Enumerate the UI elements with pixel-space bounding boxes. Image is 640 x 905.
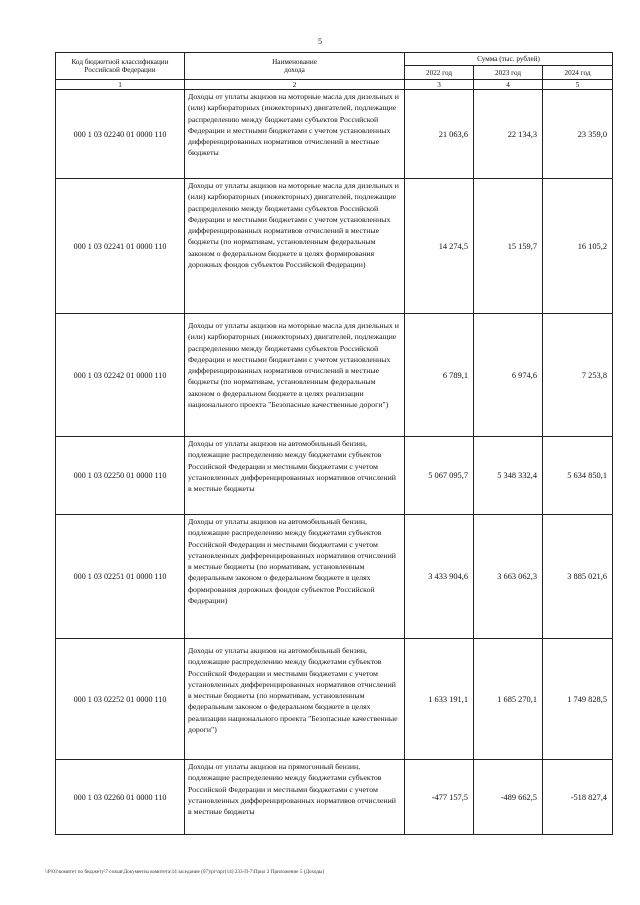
revenue-name: Доходы от уплаты акцизов на моторные масла для дизельных и (или) карбюраторных (инжекторных) двигателей, подлежащие распределению между бюджетами субъектов Российской Федерации и местными бюджетами с учетом установленных дифференцированных нормативов отчислений в местные бюджеты (по нормативам, установленным федеральным законом о федеральном бюджете в целях формирования дорожных фондов субъектов Российской Федерации) <box>185 179 405 314</box>
table-row <box>56 515 613 639</box>
table-row <box>56 437 613 515</box>
table-row <box>56 760 613 835</box>
column-number: 3 <box>405 80 474 90</box>
amount-2023: 15 159,7 <box>474 179 543 314</box>
amount-2023: 22 134,3 <box>474 90 543 179</box>
amount-2024: 23 359,0 <box>543 90 613 179</box>
column-number: 2 <box>185 80 405 90</box>
column-number: 5 <box>543 80 613 90</box>
amount-2024: 5 634 850,1 <box>543 437 613 515</box>
amount-2022: 14 274,5 <box>405 179 474 314</box>
header-year-2022: 2022 год <box>405 66 474 80</box>
amount-2024: 1 749 828,5 <box>543 639 613 760</box>
revenue-name: Доходы от уплаты акцизов на моторные масла для дизельных и (или) карбюраторных (инжекторных) двигателей, подлежащие распределению между бюджетами субъектов Российской Федерации и местными бюджетами с учетом установленных дифференцированных нормативов отчислений в местные бюджеты <box>185 90 405 179</box>
budget-code: 000 1 03 02242 01 0000 110 <box>56 314 185 437</box>
amount-2022: 1 633 191,1 <box>405 639 474 760</box>
column-number: 4 <box>474 80 543 90</box>
budget-code: 000 1 03 02250 01 0000 110 <box>56 437 185 515</box>
table-row <box>56 90 613 179</box>
amount-2024: -518 827,4 <box>543 760 613 835</box>
table-row <box>56 639 613 760</box>
file-path-footer: \\P\01\комитет по бюджету\7 созыв\Документы комитета\14 заседание (07)\рг\прг(14) 233-П-7\Прил 2 Приложение 5 (Доходы) <box>45 869 325 875</box>
table-row <box>56 314 613 437</box>
amount-2024: 3 885 021,6 <box>543 515 613 639</box>
amount-2023: 6 974,6 <box>474 314 543 437</box>
header-name-line2: дохода <box>284 66 305 74</box>
header-year-2024: 2024 год <box>543 66 613 80</box>
amount-2024: 16 105,2 <box>543 179 613 314</box>
page-number: 5 <box>318 37 322 46</box>
header-name <box>185 53 405 80</box>
amount-2022: 6 789,1 <box>405 314 474 437</box>
amount-2023: 3 663 062,3 <box>474 515 543 639</box>
amount-2022: 5 067 095,7 <box>405 437 474 515</box>
revenue-name: Доходы от уплаты акцизов на моторные масла для дизельных и (или) карбюраторных (инжекторных) двигателей, подлежащие распределению между бюджетами субъектов Российской Федерации и местными бюджетами с учетом установленных дифференцированных нормативов отчислений в местные бюджеты (по нормативам, установленным федеральным законом о федеральном бюджете в целях реализации национального проекта "Безопасные качественные дороги") <box>185 314 405 437</box>
header-code: Код бюджетной классификации Российской Федерации <box>56 53 185 80</box>
amount-2022: 3 433 904,6 <box>405 515 474 639</box>
column-number: 1 <box>56 80 185 90</box>
header-name-line1: Наименование <box>272 57 317 66</box>
revenue-name: Доходы от уплаты акцизов на автомобильный бензин, подлежащие распределению между бюджетами субъектов Российской Федерации и местными бюджетами с учетом установленных дифференцированных нормативов отчислений в местные бюджеты <box>185 437 405 515</box>
amount-2022: -477 157,5 <box>405 760 474 835</box>
amount-2023: -489 662,5 <box>474 760 543 835</box>
revenue-table <box>55 52 613 835</box>
header-sum: Сумма (тыс. рублей) <box>405 53 613 66</box>
revenue-name: Доходы от уплаты акцизов на прямогонный бензин, подлежащие распределению между бюджетами субъектов Российской Федерации и местными бюджетами с учетом установленных дифференцированных нормативов отчислений в местные бюджеты <box>185 760 405 835</box>
amount-2023: 5 348 332,4 <box>474 437 543 515</box>
budget-code: 000 1 03 02251 01 0000 110 <box>56 515 185 639</box>
budget-code: 000 1 03 02241 01 0000 110 <box>56 179 185 314</box>
budget-code: 000 1 03 02252 01 0000 110 <box>56 639 185 760</box>
budget-code: 000 1 03 02240 01 0000 110 <box>56 90 185 179</box>
amount-2024: 7 253,8 <box>543 314 613 437</box>
table-row <box>56 179 613 314</box>
header-year-2023: 2023 год <box>474 66 543 80</box>
revenue-name: Доходы от уплаты акцизов на автомобильный бензин, подлежащие распределению между бюджетами субъектов Российской Федерации и местными бюджетами с учетом установленных дифференцированных нормативов отчислений в местные бюджеты (по нормативам, установленным федеральным законом о федеральном бюджете в целях реализации национального проекта "Безопасные качественные дороги") <box>185 639 405 760</box>
amount-2022: 21 063,6 <box>405 90 474 179</box>
amount-2023: 1 685 270,1 <box>474 639 543 760</box>
budget-code: 000 1 03 02260 01 0000 110 <box>56 760 185 835</box>
revenue-name: Доходы от уплаты акцизов на автомобильный бензин, подлежащие распределению между бюджетами субъектов Российской Федерации и местными бюджетами с учетом установленных дифференцированных нормативов отчислений в местные бюджеты (по нормативам, установленным федеральным законом о федеральном бюджете в целях формирования дорожных фондов субъектов Российской Федерации) <box>185 515 405 639</box>
